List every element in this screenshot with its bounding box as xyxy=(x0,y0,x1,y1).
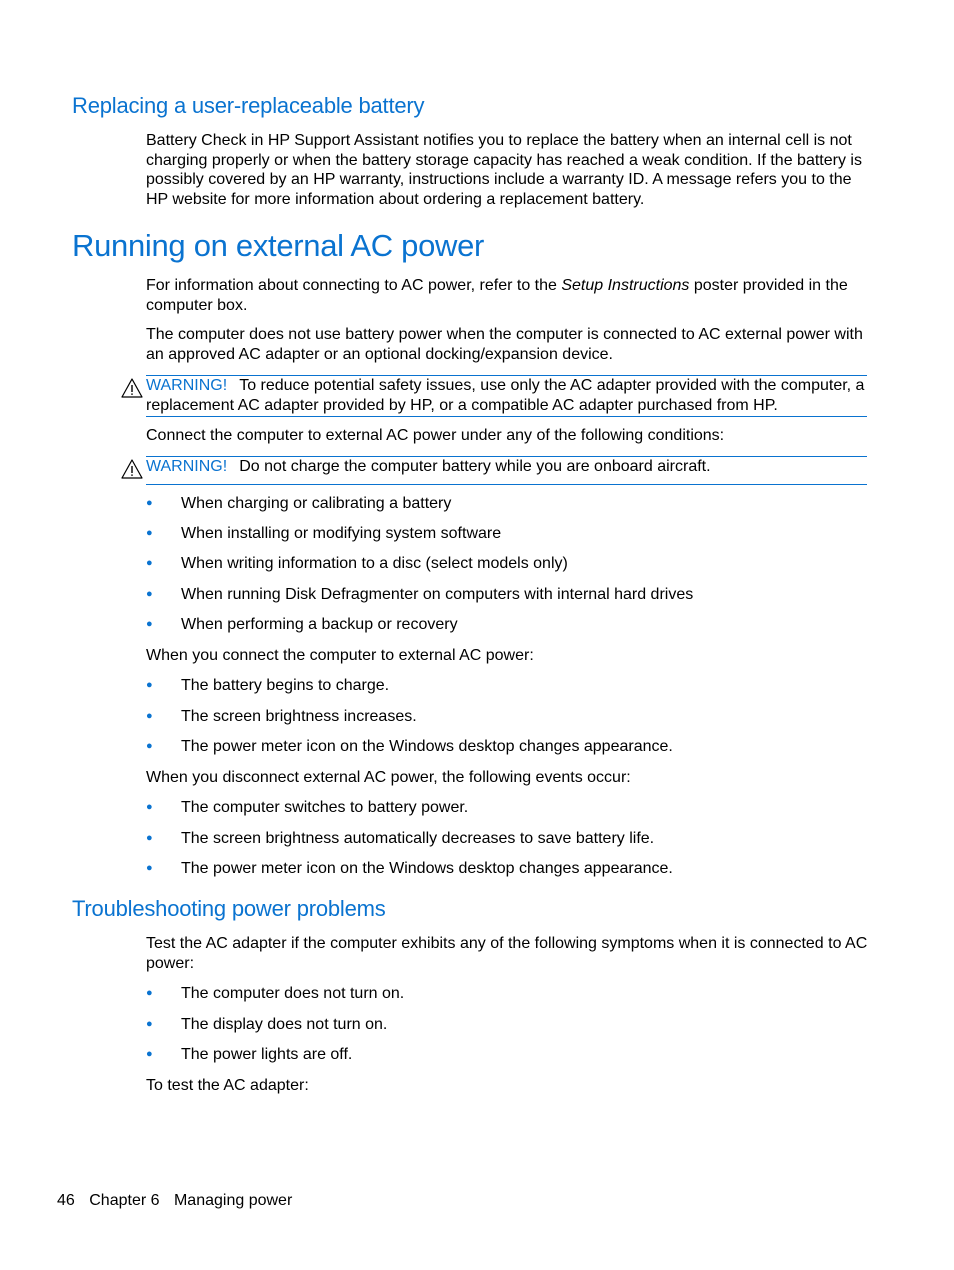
warning-text-aircraft xyxy=(146,457,867,477)
page-title-running-on-ac-power: Running on external AC power xyxy=(72,228,485,263)
setup-instructions-title: Setup Instructions xyxy=(561,277,690,294)
list-item-text: The screen brightness increases. xyxy=(181,708,417,725)
bullet-dot-icon: ● xyxy=(146,740,153,752)
bullet-dot-icon: ● xyxy=(146,862,153,874)
list-item-text: The power lights are off. xyxy=(181,1046,353,1063)
bullet-dot-icon: ● xyxy=(146,557,153,569)
bullet-dot-icon: ● xyxy=(146,801,153,813)
footer-chapter-title: Managing power xyxy=(173,1192,293,1209)
list-item-text: The display does not turn on. xyxy=(181,1016,388,1033)
warning-box-ac-adapter xyxy=(146,375,867,417)
troubleshooting-intro: Test the AC adapter if the computer exhibits any of the following symptoms when it is connected to AC power: xyxy=(146,935,868,972)
bullet-dot-icon: ● xyxy=(146,497,153,509)
ac-power-intro-text-before: For information about connecting to AC power, refer to the xyxy=(146,277,562,294)
ac-power-intro-paragraph xyxy=(146,276,868,315)
bullet-dot-icon: ● xyxy=(146,618,153,630)
list-item-text: When installing or modifying system software xyxy=(181,525,502,542)
ac-power-battery-paragraph: The computer does not use battery power when the computer is connected to AC external power with an approved AC adapter or an optional docking/expansion device. xyxy=(146,326,863,363)
list-item-text: The computer switches to battery power. xyxy=(181,799,469,816)
section-heading-troubleshooting: Troubleshooting power problems xyxy=(72,896,386,921)
list-item-text: When writing information to a disc (select models only) xyxy=(181,555,568,572)
bullet-dot-icon: ● xyxy=(146,588,153,600)
connect-events-intro: When you connect the computer to external AC power: xyxy=(146,647,534,664)
list-item-text: The computer does not turn on. xyxy=(181,985,405,1002)
bullet-dot-icon: ● xyxy=(146,527,153,539)
list-item-text: The power meter icon on the Windows desktop changes appearance. xyxy=(181,738,673,755)
warning-triangle-icon xyxy=(121,459,143,479)
list-item-text: When running Disk Defragmenter on computers with internal hard drives xyxy=(181,586,694,603)
page-footer xyxy=(57,1191,302,1210)
bullet-dot-icon: ● xyxy=(146,987,153,999)
warning-triangle-icon xyxy=(121,378,143,398)
warning-text-ac-adapter xyxy=(146,376,867,415)
ac-power-intro-text-after: poster provided in the computer box. xyxy=(146,277,848,314)
bullet-dot-icon: ● xyxy=(146,710,153,722)
list-item-text: The battery begins to charge. xyxy=(181,677,390,694)
replacing-battery-paragraph: Battery Check in HP Support Assistant notifies you to replace the battery when an internal cell is not charging properly or when the battery storage capacity has reached a weak condition. If the battery is possibly covered by an HP warranty, instructions include a warranty ID. A message refers you to the HP website for more information about ordering a replacement battery. xyxy=(146,132,862,208)
disconnect-events-intro: When you disconnect external AC power, the following events occur: xyxy=(146,769,631,786)
test-adapter-intro: To test the AC adapter: xyxy=(146,1077,309,1094)
bullet-dot-icon: ● xyxy=(146,1018,153,1030)
list-item-text: When performing a backup or recovery xyxy=(181,616,458,633)
bullet-dot-icon: ● xyxy=(146,679,153,691)
bullet-dot-icon: ● xyxy=(146,1048,153,1060)
list-item-text: The screen brightness automatically decreases to save battery life. xyxy=(181,830,655,847)
list-item-text: When charging or calibrating a battery xyxy=(181,495,452,512)
warning-message: Do not charge the computer battery while you are onboard aircraft. xyxy=(239,458,711,475)
page-number: 46 xyxy=(57,1192,75,1209)
bullet-dot-icon: ● xyxy=(146,832,153,844)
connect-conditions-intro: Connect the computer to external AC power under any of the following conditions: xyxy=(146,427,725,444)
footer-chapter: Chapter 6 xyxy=(89,1192,160,1209)
section-heading-replacing-battery: Replacing a user-replaceable battery xyxy=(72,93,425,118)
warning-message: To reduce potential safety issues, use only the AC adapter provided with the computer, a replacement AC adapter provided by HP, or a compatible AC adapter purchased from HP. xyxy=(146,377,865,414)
warning-label: WARNING! xyxy=(146,377,228,394)
warning-box-aircraft xyxy=(146,456,867,485)
list-item-text: The power meter icon on the Windows desktop changes appearance. xyxy=(181,860,673,877)
warning-label: WARNING! xyxy=(146,458,228,475)
